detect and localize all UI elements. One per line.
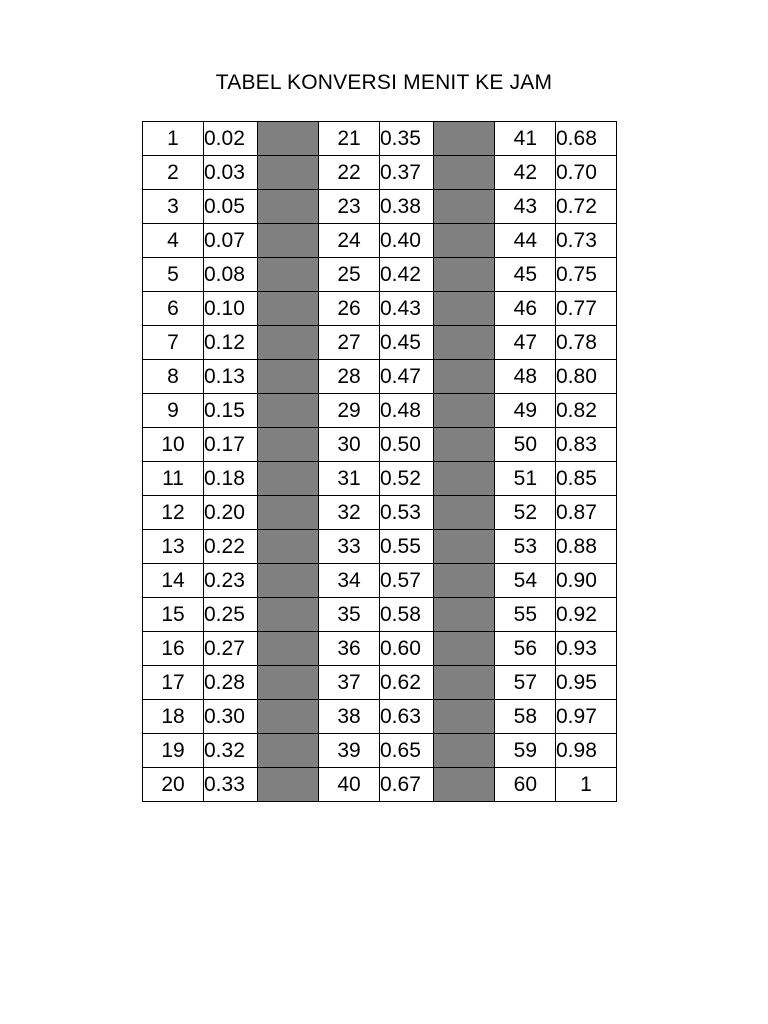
separator-cell	[258, 700, 319, 734]
minute-cell: 23	[319, 190, 380, 224]
separator-cell	[258, 632, 319, 666]
hour-cell: 0.97	[556, 700, 617, 734]
minute-cell: 46	[495, 292, 556, 326]
minute-cell: 24	[319, 224, 380, 258]
separator-cell	[434, 122, 495, 156]
minute-cell: 8	[143, 360, 204, 394]
hour-cell: 0.05	[204, 190, 258, 224]
minute-cell: 44	[495, 224, 556, 258]
hour-cell: 0.77	[556, 292, 617, 326]
minute-cell: 60	[495, 768, 556, 802]
separator-cell	[434, 360, 495, 394]
hour-cell: 0.92	[556, 598, 617, 632]
hour-cell: 0.32	[204, 734, 258, 768]
separator-cell	[434, 462, 495, 496]
hour-cell: 0.53	[380, 496, 434, 530]
minute-cell: 21	[319, 122, 380, 156]
minute-cell: 4	[143, 224, 204, 258]
table-row	[143, 666, 617, 700]
minute-cell: 31	[319, 462, 380, 496]
hour-cell: 1	[556, 768, 617, 802]
minute-cell: 2	[143, 156, 204, 190]
minute-cell: 1	[143, 122, 204, 156]
minute-cell: 28	[319, 360, 380, 394]
table-row	[143, 700, 617, 734]
hour-cell: 0.80	[556, 360, 617, 394]
hour-cell: 0.28	[204, 666, 258, 700]
separator-cell	[434, 224, 495, 258]
table-row	[143, 258, 617, 292]
separator-cell	[434, 190, 495, 224]
separator-cell	[434, 666, 495, 700]
minute-cell: 29	[319, 394, 380, 428]
hour-cell: 0.93	[556, 632, 617, 666]
hour-cell: 0.02	[204, 122, 258, 156]
table-row	[143, 734, 617, 768]
separator-cell	[258, 428, 319, 462]
hour-cell: 0.58	[380, 598, 434, 632]
minute-cell: 7	[143, 326, 204, 360]
minute-cell: 15	[143, 598, 204, 632]
separator-cell	[434, 768, 495, 802]
minute-cell: 32	[319, 496, 380, 530]
hour-cell: 0.07	[204, 224, 258, 258]
separator-cell	[434, 496, 495, 530]
minute-cell: 16	[143, 632, 204, 666]
hour-cell: 0.17	[204, 428, 258, 462]
table-row	[143, 462, 617, 496]
minute-cell: 10	[143, 428, 204, 462]
separator-cell	[258, 666, 319, 700]
hour-cell: 0.40	[380, 224, 434, 258]
hour-cell: 0.95	[556, 666, 617, 700]
table-row	[143, 496, 617, 530]
table-row	[143, 598, 617, 632]
hour-cell: 0.08	[204, 258, 258, 292]
hour-cell: 0.43	[380, 292, 434, 326]
hour-cell: 0.37	[380, 156, 434, 190]
hour-cell: 0.30	[204, 700, 258, 734]
hour-cell: 0.67	[380, 768, 434, 802]
table-row	[143, 768, 617, 802]
table-row	[143, 224, 617, 258]
hour-cell: 0.15	[204, 394, 258, 428]
minute-cell: 18	[143, 700, 204, 734]
separator-cell	[258, 258, 319, 292]
table-row	[143, 156, 617, 190]
minute-cell: 42	[495, 156, 556, 190]
hour-cell: 0.63	[380, 700, 434, 734]
hour-cell: 0.62	[380, 666, 434, 700]
hour-cell: 0.45	[380, 326, 434, 360]
separator-cell	[434, 700, 495, 734]
hour-cell: 0.50	[380, 428, 434, 462]
hour-cell: 0.68	[556, 122, 617, 156]
hour-cell: 0.55	[380, 530, 434, 564]
separator-cell	[258, 564, 319, 598]
minute-cell: 53	[495, 530, 556, 564]
table-row	[143, 632, 617, 666]
separator-cell	[258, 360, 319, 394]
minute-cell: 26	[319, 292, 380, 326]
table-row	[143, 326, 617, 360]
hour-cell: 0.38	[380, 190, 434, 224]
minute-cell: 11	[143, 462, 204, 496]
minute-cell: 34	[319, 564, 380, 598]
hour-cell: 0.48	[380, 394, 434, 428]
separator-cell	[258, 292, 319, 326]
hour-cell: 0.23	[204, 564, 258, 598]
minute-cell: 20	[143, 768, 204, 802]
minute-cell: 51	[495, 462, 556, 496]
hour-cell: 0.70	[556, 156, 617, 190]
table-row	[143, 190, 617, 224]
hour-cell: 0.75	[556, 258, 617, 292]
hour-cell: 0.87	[556, 496, 617, 530]
minute-cell: 5	[143, 258, 204, 292]
hour-cell: 0.83	[556, 428, 617, 462]
minute-cell: 36	[319, 632, 380, 666]
separator-cell	[434, 156, 495, 190]
separator-cell	[258, 462, 319, 496]
hour-cell: 0.27	[204, 632, 258, 666]
minute-cell: 43	[495, 190, 556, 224]
conversion-table-body	[143, 122, 617, 802]
minute-cell: 56	[495, 632, 556, 666]
hour-cell: 0.22	[204, 530, 258, 564]
minute-cell: 59	[495, 734, 556, 768]
separator-cell	[434, 292, 495, 326]
separator-cell	[434, 598, 495, 632]
minute-cell: 6	[143, 292, 204, 326]
hour-cell: 0.98	[556, 734, 617, 768]
hour-cell: 0.03	[204, 156, 258, 190]
minute-cell: 17	[143, 666, 204, 700]
separator-cell	[434, 258, 495, 292]
separator-cell	[258, 734, 319, 768]
hour-cell: 0.60	[380, 632, 434, 666]
minute-cell: 40	[319, 768, 380, 802]
separator-cell	[258, 156, 319, 190]
minute-cell: 39	[319, 734, 380, 768]
table-row	[143, 394, 617, 428]
minute-cell: 49	[495, 394, 556, 428]
minute-cell: 35	[319, 598, 380, 632]
minute-cell: 47	[495, 326, 556, 360]
conversion-table	[142, 121, 617, 802]
separator-cell	[434, 326, 495, 360]
minute-cell: 45	[495, 258, 556, 292]
separator-cell	[258, 530, 319, 564]
hour-cell: 0.65	[380, 734, 434, 768]
page-title: TABEL KONVERSI MENIT KE JAM	[215, 71, 553, 94]
hour-cell: 0.57	[380, 564, 434, 598]
minute-cell: 41	[495, 122, 556, 156]
separator-cell	[434, 564, 495, 598]
separator-cell	[434, 428, 495, 462]
minute-cell: 13	[143, 530, 204, 564]
hour-cell: 0.90	[556, 564, 617, 598]
hour-cell: 0.42	[380, 258, 434, 292]
hour-cell: 0.52	[380, 462, 434, 496]
hour-cell: 0.13	[204, 360, 258, 394]
separator-cell	[258, 122, 319, 156]
separator-cell	[258, 190, 319, 224]
table-row	[143, 564, 617, 598]
hour-cell: 0.20	[204, 496, 258, 530]
minute-cell: 22	[319, 156, 380, 190]
minute-cell: 57	[495, 666, 556, 700]
hour-cell: 0.25	[204, 598, 258, 632]
hour-cell: 0.82	[556, 394, 617, 428]
hour-cell: 0.88	[556, 530, 617, 564]
table-row	[143, 292, 617, 326]
minute-cell: 33	[319, 530, 380, 564]
separator-cell	[434, 530, 495, 564]
hour-cell: 0.85	[556, 462, 617, 496]
hour-cell: 0.72	[556, 190, 617, 224]
separator-cell	[434, 632, 495, 666]
separator-cell	[258, 394, 319, 428]
hour-cell: 0.78	[556, 326, 617, 360]
minute-cell: 52	[495, 496, 556, 530]
separator-cell	[434, 734, 495, 768]
minute-cell: 58	[495, 700, 556, 734]
minute-cell: 25	[319, 258, 380, 292]
separator-cell	[258, 598, 319, 632]
hour-cell: 0.10	[204, 292, 258, 326]
separator-cell	[258, 326, 319, 360]
minute-cell: 9	[143, 394, 204, 428]
minute-cell: 48	[495, 360, 556, 394]
hour-cell: 0.33	[204, 768, 258, 802]
minute-cell: 3	[143, 190, 204, 224]
separator-cell	[258, 768, 319, 802]
minute-cell: 12	[143, 496, 204, 530]
minute-cell: 14	[143, 564, 204, 598]
minute-cell: 19	[143, 734, 204, 768]
hour-cell: 0.35	[380, 122, 434, 156]
table-row	[143, 360, 617, 394]
hour-cell: 0.12	[204, 326, 258, 360]
hour-cell: 0.73	[556, 224, 617, 258]
table-row	[143, 428, 617, 462]
minute-cell: 38	[319, 700, 380, 734]
hour-cell: 0.47	[380, 360, 434, 394]
table-row	[143, 122, 617, 156]
minute-cell: 55	[495, 598, 556, 632]
separator-cell	[434, 394, 495, 428]
minute-cell: 30	[319, 428, 380, 462]
table-row	[143, 530, 617, 564]
minute-cell: 37	[319, 666, 380, 700]
minute-cell: 54	[495, 564, 556, 598]
separator-cell	[258, 224, 319, 258]
separator-cell	[258, 496, 319, 530]
minute-cell: 50	[495, 428, 556, 462]
minute-cell: 27	[319, 326, 380, 360]
hour-cell: 0.18	[204, 462, 258, 496]
